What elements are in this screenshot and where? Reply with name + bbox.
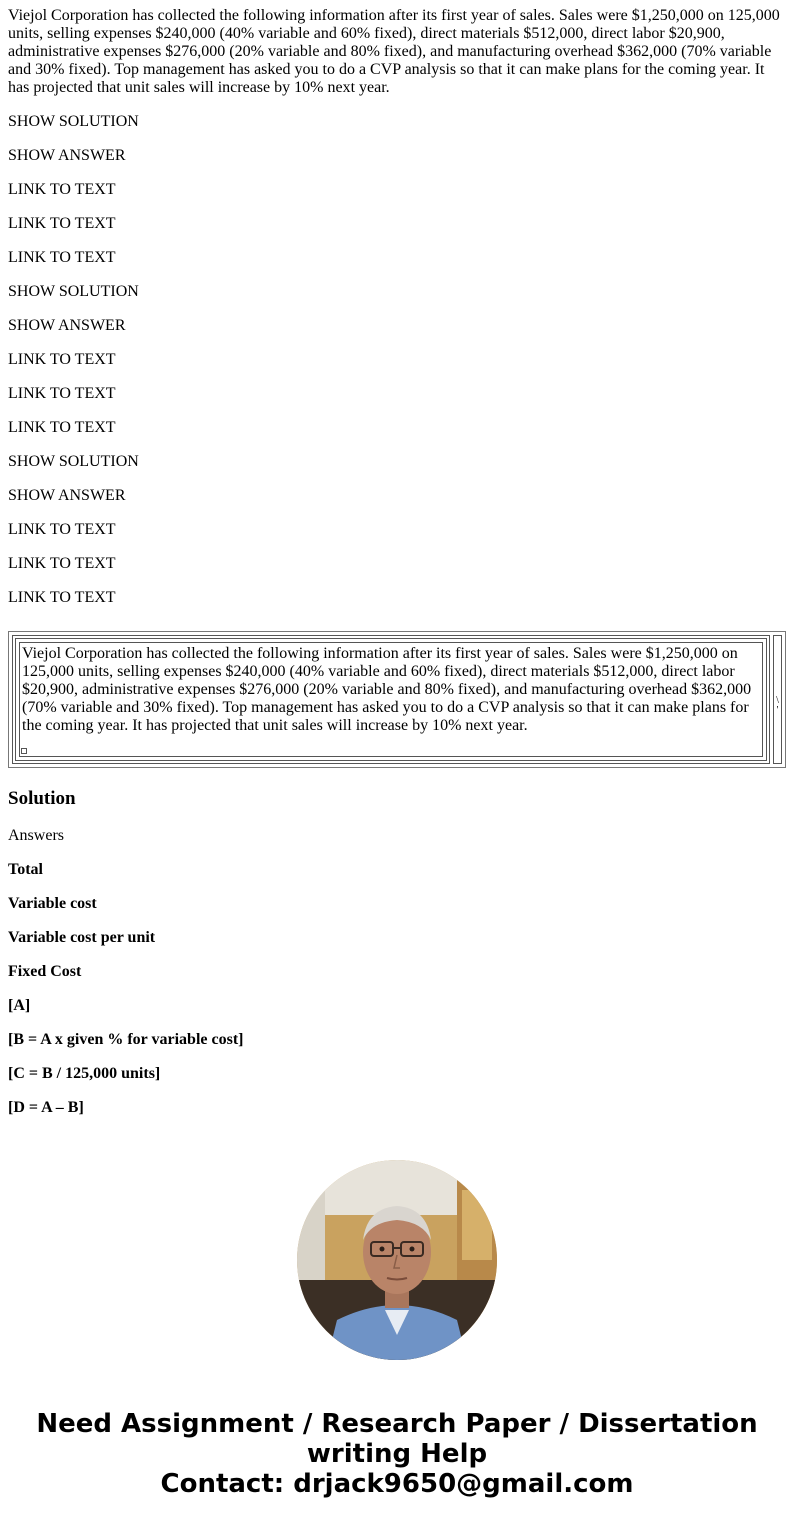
question-text: Viejol Corporation has collected the following information after its first year of sales. Sales were $1,250,000 on 125,000 units, selling expenses $240,000 (40% variable and 60% fixed), direct materials $512,000, direct labor $20,900, administrative expenses $276,000 (20% variable and 80% fixed), and manufacturing overhead $362,000 (70% variable and 30% fixed). Top management has asked you to do a CVP analysis so that it can make plans for the coming year. It has projected that unit sales will increase by 10% next year.	[8, 7, 780, 96]
author-avatar	[297, 1160, 497, 1360]
question-table-content	[19, 642, 763, 757]
link-list	[0, 113, 794, 623]
show-answer-link[interactable]: SHOW ANSWER	[8, 317, 126, 334]
solution-row-variable-cost-per-unit: Variable cost per unit	[8, 929, 156, 946]
question-table	[8, 631, 786, 768]
tiny-cell-marker	[21, 748, 27, 754]
link-to-text[interactable]: LINK TO TEXT	[8, 521, 116, 538]
footer-contact-text: Contact: drjack9650@gmail.com	[160, 1469, 634, 1499]
show-answer-link[interactable]: SHOW ANSWER	[8, 147, 126, 164]
answers-label: Answers	[8, 827, 64, 844]
link-to-text[interactable]: LINK TO TEXT	[8, 249, 116, 266]
show-solution-link[interactable]: SHOW SOLUTION	[8, 453, 139, 470]
solution-row-d: [D = A – B]	[8, 1099, 84, 1116]
solution-row-c: [C = B / 125,000 units]	[8, 1065, 161, 1082]
solution-row-variable-cost: Variable cost	[8, 895, 97, 912]
link-to-text[interactable]: LINK TO TEXT	[8, 555, 116, 572]
question-table-cell	[12, 635, 770, 764]
link-to-text[interactable]: LINK TO TEXT	[8, 215, 116, 232]
show-solution-link[interactable]: SHOW SOLUTION	[8, 113, 139, 130]
solution-row-fixed-cost: Fixed Cost	[8, 963, 82, 980]
question-table-side-cell: \ '	[773, 635, 782, 764]
solution-row-b: [B = A x given % for variable cost]	[8, 1031, 244, 1048]
solution-row-a: [A]	[8, 997, 31, 1014]
footer-promo	[0, 1409, 794, 1499]
solution-rows	[8, 861, 243, 1133]
author-portrait-illustration	[297, 1160, 497, 1360]
solution-row-total: Total	[8, 861, 43, 878]
link-to-text[interactable]: LINK TO TEXT	[8, 385, 116, 402]
link-to-text[interactable]: LINK TO TEXT	[8, 419, 116, 436]
link-to-text[interactable]: LINK TO TEXT	[8, 181, 116, 198]
show-answer-link[interactable]: SHOW ANSWER	[8, 487, 126, 504]
link-to-text[interactable]: LINK TO TEXT	[8, 589, 116, 606]
solution-heading: Solution	[8, 788, 76, 809]
question-table-inner-frame	[15, 638, 767, 761]
link-to-text[interactable]: LINK TO TEXT	[8, 351, 116, 368]
question-table-text: Viejol Corporation has collected the following information after its first year of sales. Sales were $1,250,000 on 125,000 units, selling expenses $240,000 (40% variable and 60% fixed), direct materials $512,000, direct labor $20,900, administrative expenses $276,000 (20% variable and 80% fixed), and manufacturing overhead $362,000 (70% variable and 30% fixed). Top management has asked you to do a CVP analysis so that it can make plans for the coming year. It has projected that unit sales will increase by 10% next year.	[22, 645, 752, 734]
show-solution-link[interactable]: SHOW SOLUTION	[8, 283, 139, 300]
footer-help-text: Need Assignment / Research Paper / Dissertation writing Help	[36, 1409, 758, 1469]
